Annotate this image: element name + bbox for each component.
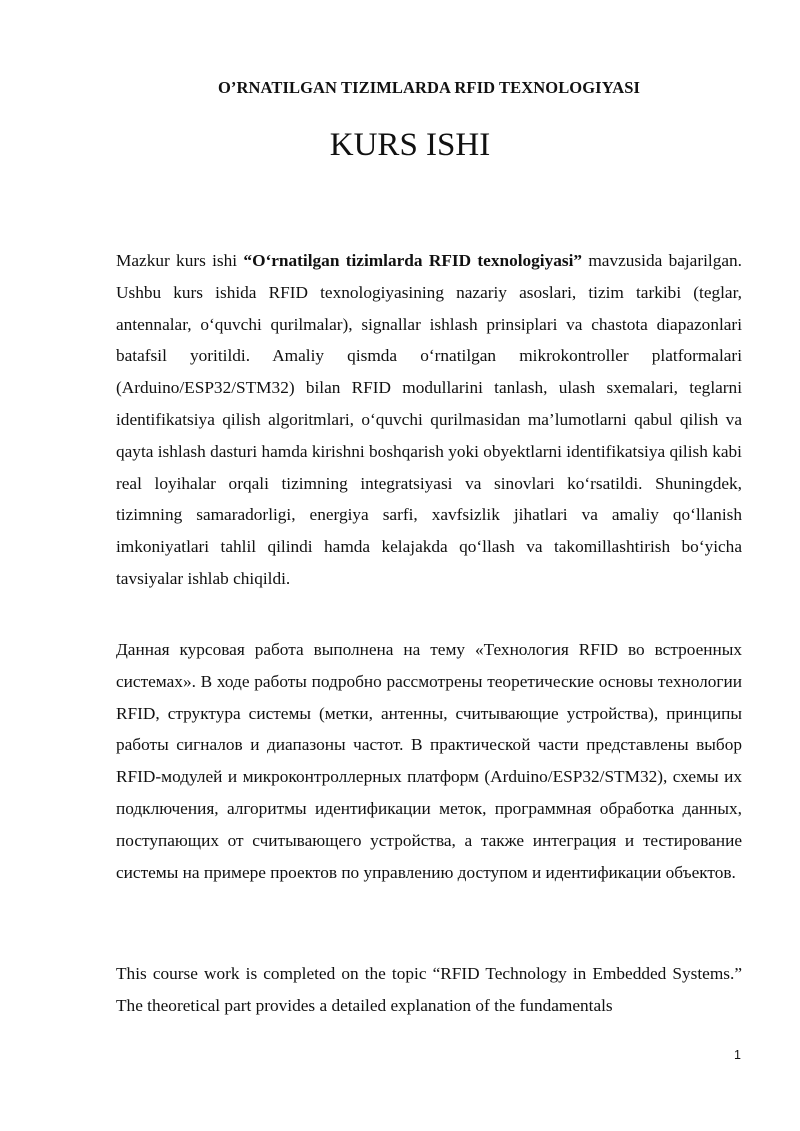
abstract-uzbek (116, 245, 742, 595)
abstract-russian: Данная курсовая работа выполнена на тему «Технология RFID во встроенных системах». В ходе работы подробно рассмотрены теоретические основы технологии RFID, структура системы (метки, антенны, считывающие устройства), принципы работы сигналов и диапазоны частот. В практической части представлены выбор RFID-модулей и микроконтроллерных платформ (Arduino/ESP32/STM32), схемы их подключения, алгоритмы идентификации меток, программная обработка данных, поступающих от считывающего устройства, а также интеграция и тестирование системы на примере проектов по управлению доступом и идентификации объектов. (116, 640, 742, 882)
document-heading: O’RNATILGAN TIZIMLARDA RFID TEXNOLOGIYASI (217, 78, 641, 97)
abstract-english: This course work is completed on the topic “RFID Technology in Embedded Systems.” The theoretical part provides a detailed explanation of the fundamentals (116, 964, 742, 1015)
abstract-uzbek-prefix: Mazkur kurs ishi (116, 251, 244, 270)
abstract-uzbek-body: mavzusida bajarilgan. Ushbu kurs ishida RFID texnologiyasining nazariy asoslari, tizim tarkibi (teglar, antennalar, o‘quvchi qurilmalar), signallar ishlash prinsiplari va chastota diapazonlari batafsil yoritildi. Amaliy qismda o‘rnatilgan mikrokontroller platformalari (Arduino/ESP32/STM32) bilan RFID modullarini tanlash, ulash sxemalari, teglarni identifikatsiya qilish algoritmlari, o‘quvchi qurilmasidan ma’lumotlarni qabul qilish va qayta ishlash dasturi hamda kirishni boshqarish yoki obyektlarni identifikatsiya qilish kabi real loyihalar orqali tizimning integratsiyasi va sinovlari ko‘rsatildi. Shuningdek, tizimning samaradorligi, energiya sarfi, xavfsizlik jihatlari va amaliy qo‘llanish imkoniyatlari tahlil qilindi hamda kelajakda qo‘llash va takomillashtirish bo‘yicha tavsiyalar ishlab chiqildi. (116, 251, 742, 588)
abstract-uzbek-topic: “O‘rnatilgan tizimlarda RFID texnologiyasi” (243, 251, 583, 270)
document-title: KURS ISHI (329, 127, 491, 163)
page-number: 1 (734, 1048, 741, 1062)
